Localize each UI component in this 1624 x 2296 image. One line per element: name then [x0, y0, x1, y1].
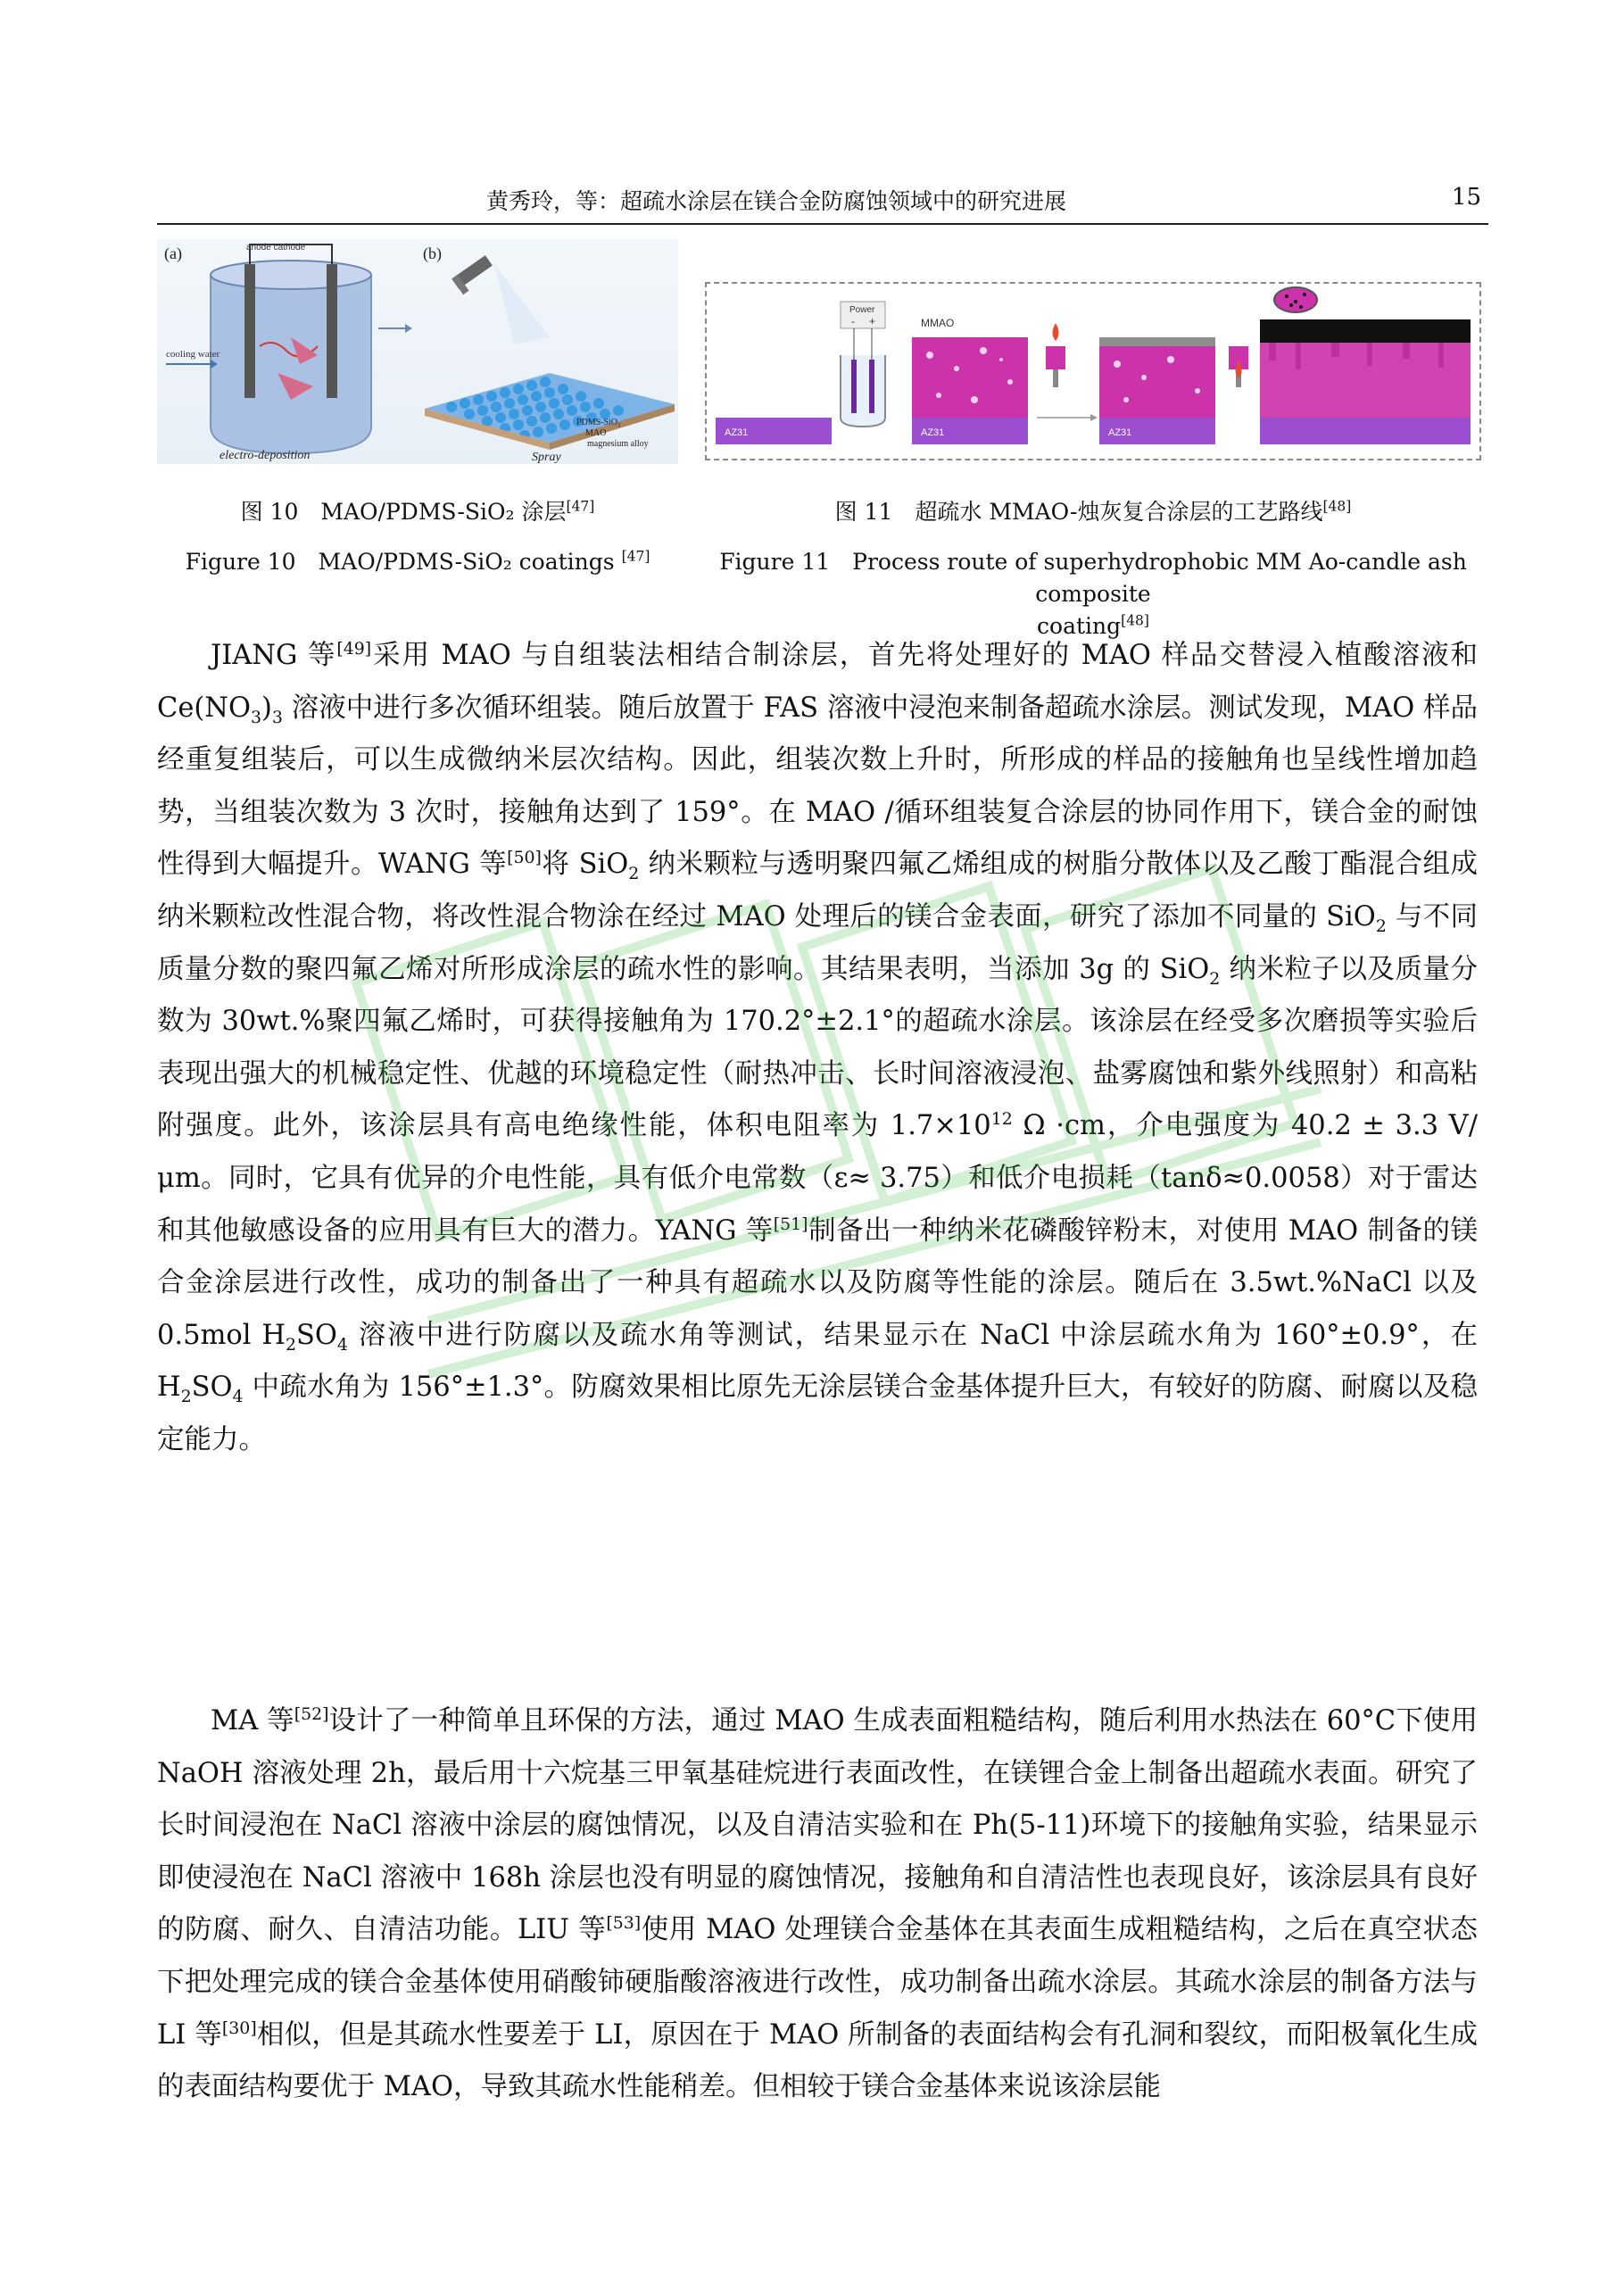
layer-mao-label: MAO	[585, 428, 607, 438]
beaker	[841, 355, 885, 427]
cathode-electrode	[327, 264, 337, 398]
anode-cathode-label: anode cathode	[246, 243, 306, 253]
az31-label-3: AZ31	[1108, 427, 1132, 438]
figure-10-caption-en: Figure 10 MAO/PDMS-SiO₂ coatings [47]	[185, 548, 650, 575]
body-paragraph-1: JIANG 等[49]采用 MAO 与自组装法相结合制涂层，首先将处理好的 MAO 样品交替浸入植酸溶液和 $Ce(NO_3)_3$ 溶液中进行多次循环组装。随后放置于 FAS 溶液中浸泡来制备超疏水涂层。测试发现，MAO 样品经重复组装后，可以生成微纳米层次结构。因此，组装次数上升时，所形成的样品的接触角也呈线性增加趋势，当组装次数为 3 次时，接触角达到了 159°。在 MAO /循环组装复合涂层的协同作用下，镁合金的耐蚀性得到大幅提升。WANG 等[50]将 SiO$_2$ 纳米颗粒与透明聚四氟乙烯组成的树脂分散体以及乙酸丁酯混合组成纳米颗粒改性混合物，将改性混合物涂在经过 MAO 处理后的镁合金表面，研究了添加不同量的 SiO$_2$ 与不同质量分数的聚四氟乙烯对所形成涂层的疏水性的影响。其结果表明，当添加 3g 的 SiO$_2$ 纳米粒子以及质量分数为 30wt.%聚四氟乙烯时，可获得接触角为 170.2°±2.1°的超疏水涂层。该涂层在经受多次磨损等实验后表现出强大的机械稳定性、优越的环境稳定性（耐热冲击、长时间溶液浸泡、盐雾腐蚀和紫外线照射）和高粘附强度。此外，该涂层具有高电绝缘性能，体积电阻率为 $1.7\times 10^{12}$ Ω ·cm，介电强度为 40.2 ± 3.3 V/μm。同时，它具有优异的介电性能，具有低介电常数（ε≈ 3.75）和低介电损耗（tanδ≈0.0058）对于雷达和其他敏感设备的应用具有巨大的潜力。YANG 等[51]制备出一种纳米花磷酸锌粉末，对使用 MAO 制备的镁合金涂层进行改性，成功的制备出了一种具有超疏水以及防腐等性能的涂层。随后在 3.5wt.%NaCl 以及 0.5mol $H_2SO_4$ 溶液中进行防腐以及疏水角等测试，结果显示在 NaCl 中涂层疏水角为 160°±0.9°，在 $H_2SO_4$ 中疏水角为 156°±1.3°。防腐效果相比原先无涂层镁合金基体提升巨大，有较好的防腐、耐腐以及稳定能力。	[157, 638, 1478, 1455]
tank-top	[211, 261, 371, 289]
spray-gun-icon	[452, 255, 550, 344]
candle-icon	[1046, 323, 1065, 387]
candle-icon-2	[1229, 346, 1248, 387]
panel-a-label: (a)	[164, 245, 182, 262]
cooling-water-label: cooling water	[166, 349, 220, 360]
spray-label: Spray	[532, 451, 561, 464]
layer-alloy-label: magnesium alloy	[587, 439, 649, 449]
mmao-label: MMAO	[921, 317, 955, 329]
mmao-layer	[912, 337, 1028, 418]
minus-label: -	[851, 315, 855, 327]
layer-pdms-label: PDMS-SiO₂	[576, 418, 621, 427]
figure-11-image	[705, 282, 1481, 460]
electro-deposition-label: electro-deposition	[220, 449, 311, 462]
candle-ash-layer	[1260, 319, 1471, 343]
plus-label: +	[869, 315, 876, 327]
page-number: 15	[1451, 184, 1481, 211]
az31-label-2: AZ31	[921, 427, 945, 438]
power-label: Power	[849, 305, 875, 315]
az31-label-1: AZ31	[725, 427, 749, 438]
anode-electrode	[244, 264, 255, 398]
figure-11-caption-en: Figure 11 Process route of superhydrophobic MM Ao-candle ash composite coating[48]	[719, 549, 1467, 639]
body-paragraph-2: MA 等[52]设计了一种简单且环保的方法，通过 MAO 生成表面粗糙结构，随后利用水热法在 60°C下使用 NaOH 溶液处理 2h，最后用十六烷基三甲氧基硅烷进行表面改性，在镁锂合金上制备出超疏水表面。研究了长时间浸泡在 NaCl 溶液中涂层的腐蚀情况，以及自清洁实验和在 Ph(5-11)环境下的接触角实验，结果显示即使浸泡在 NaCl 溶液中 168h 涂层也没有明显的腐蚀情况，接触角和自清洁性也表现良好，该涂层具有良好的防腐、耐久、自清洁功能。LIU 等[53]使用 MAO 处理镁合金基体在其表面生成粗糙结构，之后在真空状态下把处理完成的镁合金基体使用硝酸铈硬脂酸溶液进行改性，成功制备出疏水涂层。其疏水涂层的制备方法与 LI 等[30]相似，但是其疏水性要差于 LI，原因在于 MAO 所制备的表面结构会有孔洞和裂纹，而阳极氧化生成的表面结构要优于 MAO，导致其疏水性能稍差。但相较于镁合金基体来说该涂层能	[157, 1703, 1479, 2103]
header-rule	[157, 223, 1488, 225]
tank-body	[211, 275, 371, 453]
figure-10-image	[157, 239, 678, 464]
running-title: 黄秀玲，等：超疏水涂层在镁合金防腐蚀领域中的研究进展	[485, 188, 1066, 214]
figure-10-caption-cn: 图 10 MAO/PDMS-SiO₂ 涂层[47]	[240, 498, 595, 525]
panel-b-label: (b)	[423, 245, 442, 262]
figure-11-caption-cn: 图 11 超疏水 MMAO-烛灰复合涂层的工艺路线[48]	[834, 498, 1352, 525]
ash-thin-layer	[1099, 337, 1215, 346]
